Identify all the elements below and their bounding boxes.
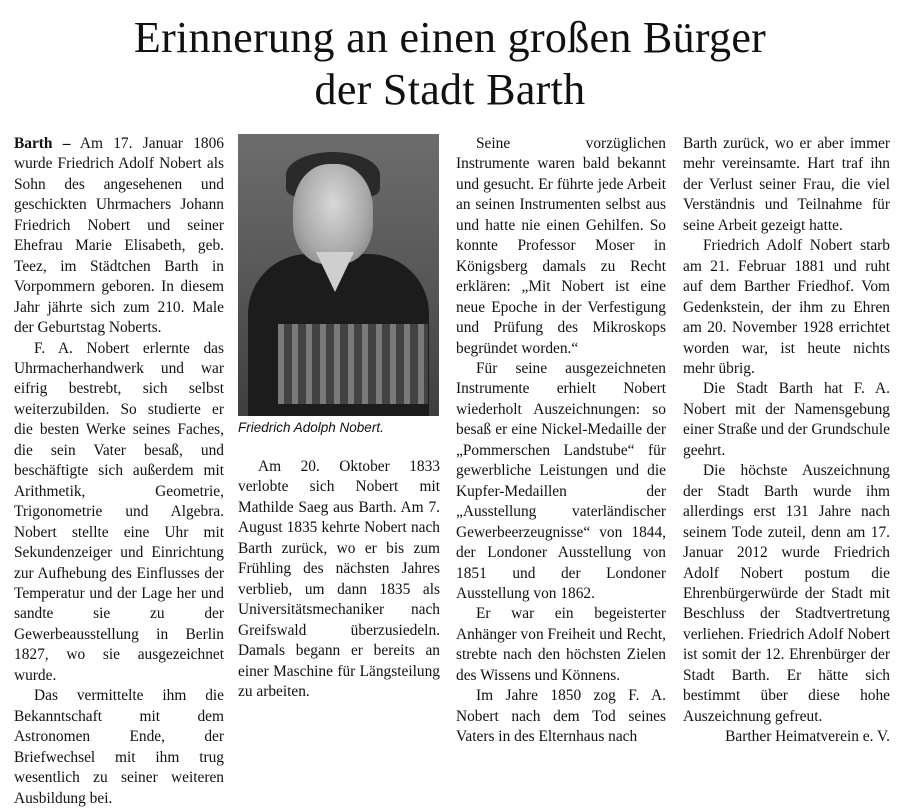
- photo-caption: Friedrich Adolph Nobert.: [238, 420, 384, 435]
- article-paragraph: Friedrich Adolf Nobert starb am 21. Februar 1881 und ruht auf dem Barther Friedhof. Vom Gedenkstein, der ihm zu Ehren am 20. November 1928 errichtet worden war, ist heute nichts mehr übrig.: [683, 237, 890, 377]
- author-signature: Barther Heimatverein e. V.: [725, 728, 890, 746]
- paragraph-text: Am 17. Januar 1806 wurde Friedrich Adolf Nobert als Sohn des angesehenen und geschickten Uhrmachers Johann Friedrich Nobert und seiner Ehefrau Marie Elisabeth, geb. Teez, im Städtchen Barth in Vorpommern geboren. In diesem Jahr jährte sich zum 210. Male der Geburtstag Noberts.: [14, 135, 224, 337]
- article-paragraph: Die Stadt Barth hat F. A. Nobert mit der Namensgebung einer Straße und der Grundschule geehrt.: [683, 380, 890, 459]
- article-paragraph: Am 20. Oktober 1833 verlobte sich Nobert mit Mathilde Saeg aus Barth. Am 7. August 1835 kehrte Nobert nach Barth zurück, wo er bis zum Frühling des nächsten Jahres verblieb, um dann 1835 als Universitätsmechaniker nach Greifswald überzusiedeln. Damals begann er bereits an einer Maschine für Längsteilung zu arbeiten.: [238, 458, 440, 700]
- article-paragraph: Seine vorzüglichen Instrumente waren bald bekannt und gesucht. Er führte jede Arbeit an seinen Instrumenten selbst aus und hatte nie einen Gehilfen. So konnte Professor Moser in Königsberg damals zu Recht erklären: „Mit Nobert ist eine neue Epoche in der Verfestigung und Prüfung des Mikroskops begründet worden.“: [456, 135, 666, 357]
- article-paragraph: Für seine ausgezeichneten Instrumente erhielt Nobert wiederholt Auszeichnungen: so besaß er eine Nickel-Medaille der „Pommerschen Landstube“ für gewerbliche Leistungen und die Kupfer-Medaillen der „Ausstellung vaterländischer Gewerbeerzeugnisse“ von 1844, der Londoner Ausstellung von 1851 und der Londoner Ausstellung von 1862.: [456, 359, 666, 602]
- article-paragraph: Die höchste Auszeichnung der Stadt Barth wurde ihm allerdings erst 131 Jahre nach seinem Tode zuteil, denn am 17. Januar 2012 wurde Friedrich Adolf Nobert postum die Ehrenbürgerwürde der Stadt mit Beschluss der Stadtvertretung verliehen. Friedrich Adolf Nobert ist somit der 12. Ehrenbürger der Stadt Barth. Er hätte sich bestimmt über diese hohe Auszeichnung gefreut.: [683, 462, 890, 725]
- article-paragraph: Das vermittelte ihm die Bekanntschaft mit dem Astronomen Ende, der Briefwechsel mit ihm trug wesentlich zu seiner weiteren Ausbildung bei.: [14, 687, 224, 807]
- portrait-photo: [238, 134, 439, 416]
- headline-line-2: der Stadt Barth: [314, 65, 586, 114]
- headline: [0, 12, 900, 116]
- dateline: Barth –: [14, 135, 71, 152]
- article-paragraph: F. A. Nobert erlernte das Uhrmacherhandwerk und war eifrig bestrebt, sich selbst weiterzubilden. So studierte er die besten Werke seines Faches, die sein Vater besaß, und beschäftigte sich außerdem mit Arithmetik, Geometrie, Trigonometrie und Algebra. Nobert stellte eine Uhr mit Sekundenzeiger und Einrichtung zur Aufhebung des Einflusses der Temperatur und der Lage her und sandte sie zu der Gewerbeausstellung in Berlin 1827, wo sie ausgezeichnet wurde.: [14, 339, 224, 684]
- article-column-1: [14, 134, 224, 809]
- article-paragraph: Barth zurück, wo er aber immer mehr vereinsamte. Hart traf ihn der Verlust seiner Frau, die viel Verständnis und Teilnahme für seine Arbeit gezeigt hatte.: [683, 135, 890, 234]
- article-column-2: [238, 457, 440, 702]
- photo-machine: [278, 324, 428, 404]
- article-paragraph: [14, 134, 224, 339]
- article-column-3: [456, 134, 666, 748]
- article-paragraph: Im Jahre 1850 zog F. A. Nobert nach dem Tod seines Vaters in des Elternhaus nach: [456, 687, 666, 746]
- headline-line-1: Erinnerung an einen großen Bürger: [133, 13, 767, 62]
- article-paragraph: Er war ein begeisterter Anhänger von Freiheit und Recht, strebte nach den höchsten Zielen des Wissens und Könnens.: [456, 605, 666, 684]
- article-column-4: [683, 134, 890, 748]
- photo-face: [293, 164, 373, 264]
